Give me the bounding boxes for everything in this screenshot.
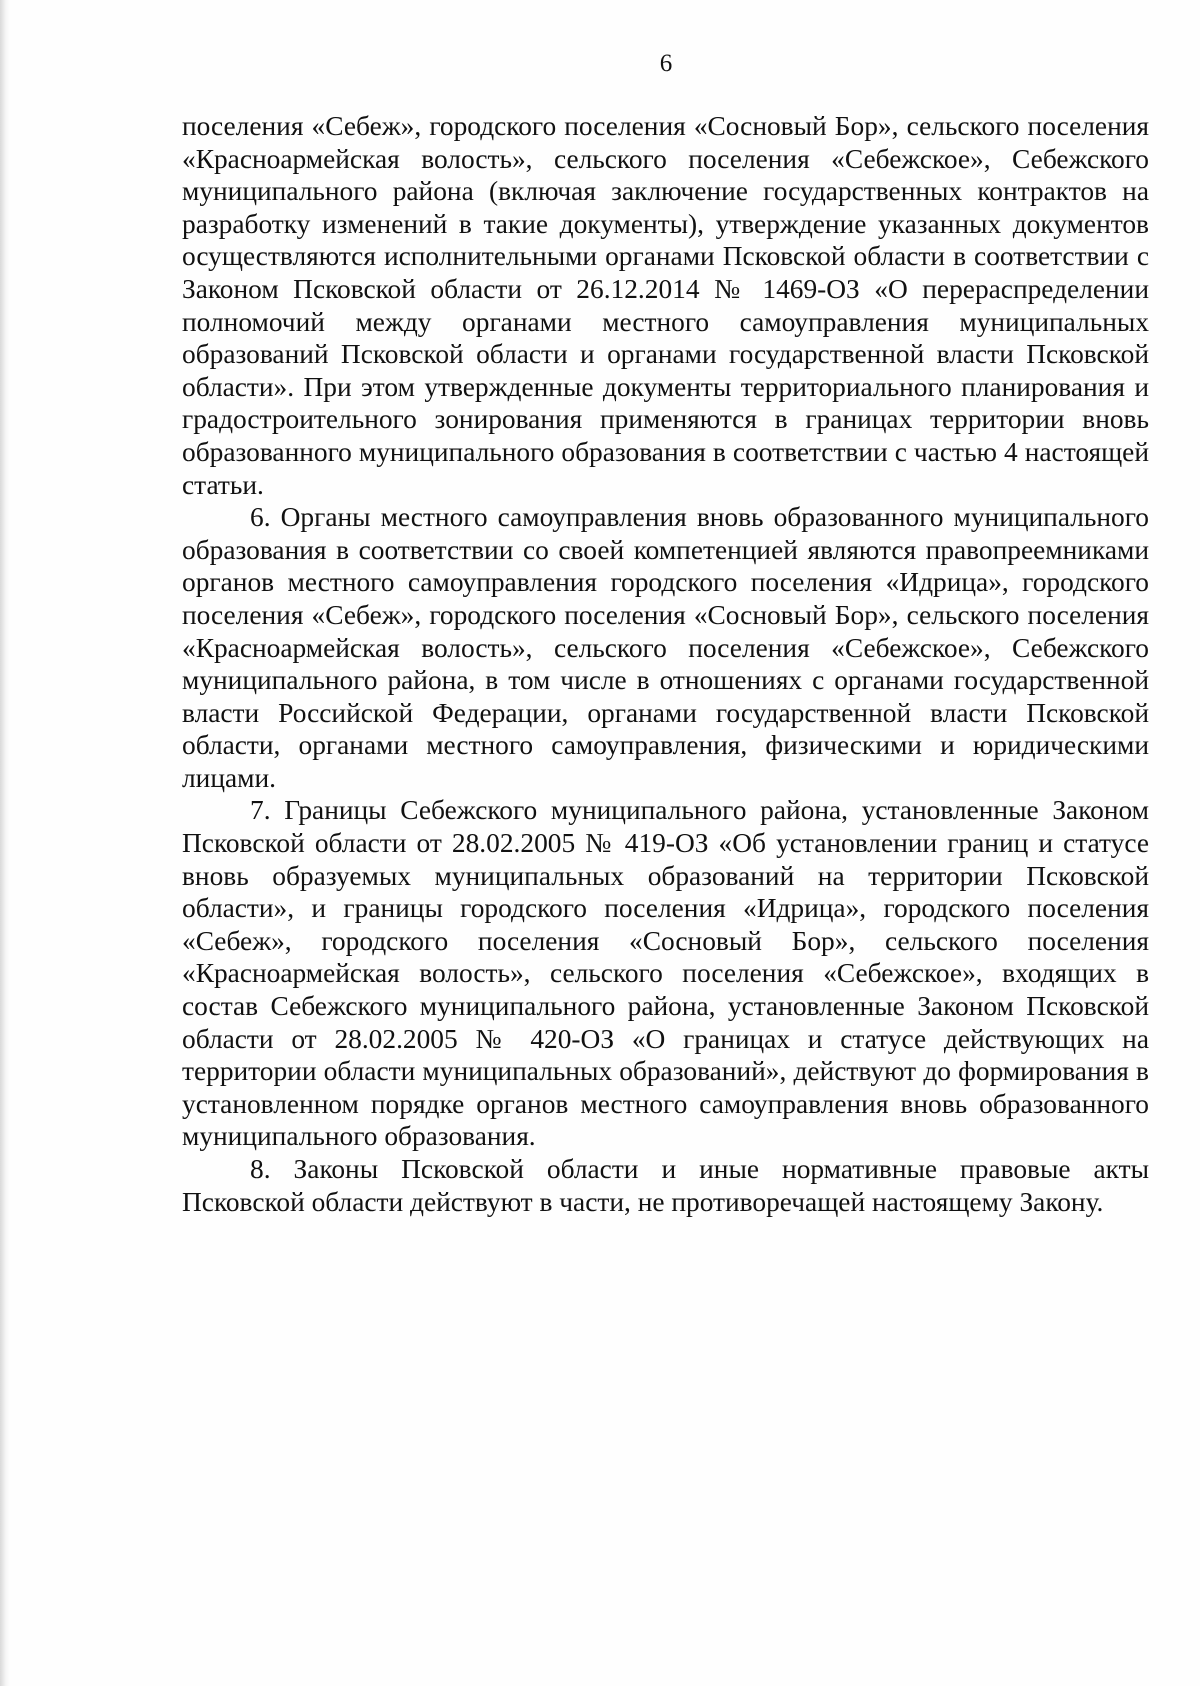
document-body <box>182 110 1149 1218</box>
scan-edge <box>0 0 10 1686</box>
page-number: 6 <box>659 50 673 77</box>
paragraph-item-8: 8. Законы Псковской области и иные нормативные правовые акты Псковской области действуют в части, не противоречащей настоящему Закону. <box>182 1154 1149 1217</box>
paragraph-continuation: поселения «Себеж», городского поселения «Сосновый Бор», сельского поселения «Красноармейская волость», сельского поселения «Себежское», Себежского муниципального района (включая заключение государственных контрактов на разработку изменений в такие документы), утверждение указанных документов осуществляются исполнительными органами Псковской области в соответствии с Законом Псковской области от 26.12.2014 № 1469-ОЗ «О перераспределении полномочий между органами местного самоуправления муниципальных образований Псковской области и органами государственной власти Псковской области». При этом утвержденные документы территориального планирования и градостроительного зонирования применяются в границах территории вновь образованного муниципального образования в соответствии с частью 4 настоящей статьи. <box>182 111 1149 500</box>
paragraph-item-7: 7. Границы Себежского муниципального района, установленные Законом Псковской области от 28.02.2005 № 419-ОЗ «Об установлении границ и статусе вновь образуемых муниципальных образований на территории Псковской области», и границы городского поселения «Идрица», городского поселения «Себеж», городского поселения «Сосновый Бор», сельского поселения «Красноармейская волость», сельского поселения «Себежское», входящих в состав Себежского муниципального района, установленные Законом Псковской области от 28.02.2005 № 420-ОЗ «О границах и статусе действующих на территории области муниципальных образований», действуют до формирования в установленном порядке органов местного самоуправления вновь образованного муниципального образования. <box>182 795 1149 1152</box>
paragraph-item-6: 6. Органы местного самоуправления вновь образованного муниципального образования в соответствии со своей компетенцией являются правопреемниками органов местного самоуправления городского поселения «Идрица», городского поселения «Себеж», городского поселения «Сосновый Бор», сельского поселения «Красноармейская волость», сельского поселения «Себежское», Себежского муниципального района, в том числе в отношениях с органами государственной власти Российской Федерации, органами государственной власти Псковской области, органами местного самоуправления, физическими и юридическими лицами. <box>182 502 1149 793</box>
